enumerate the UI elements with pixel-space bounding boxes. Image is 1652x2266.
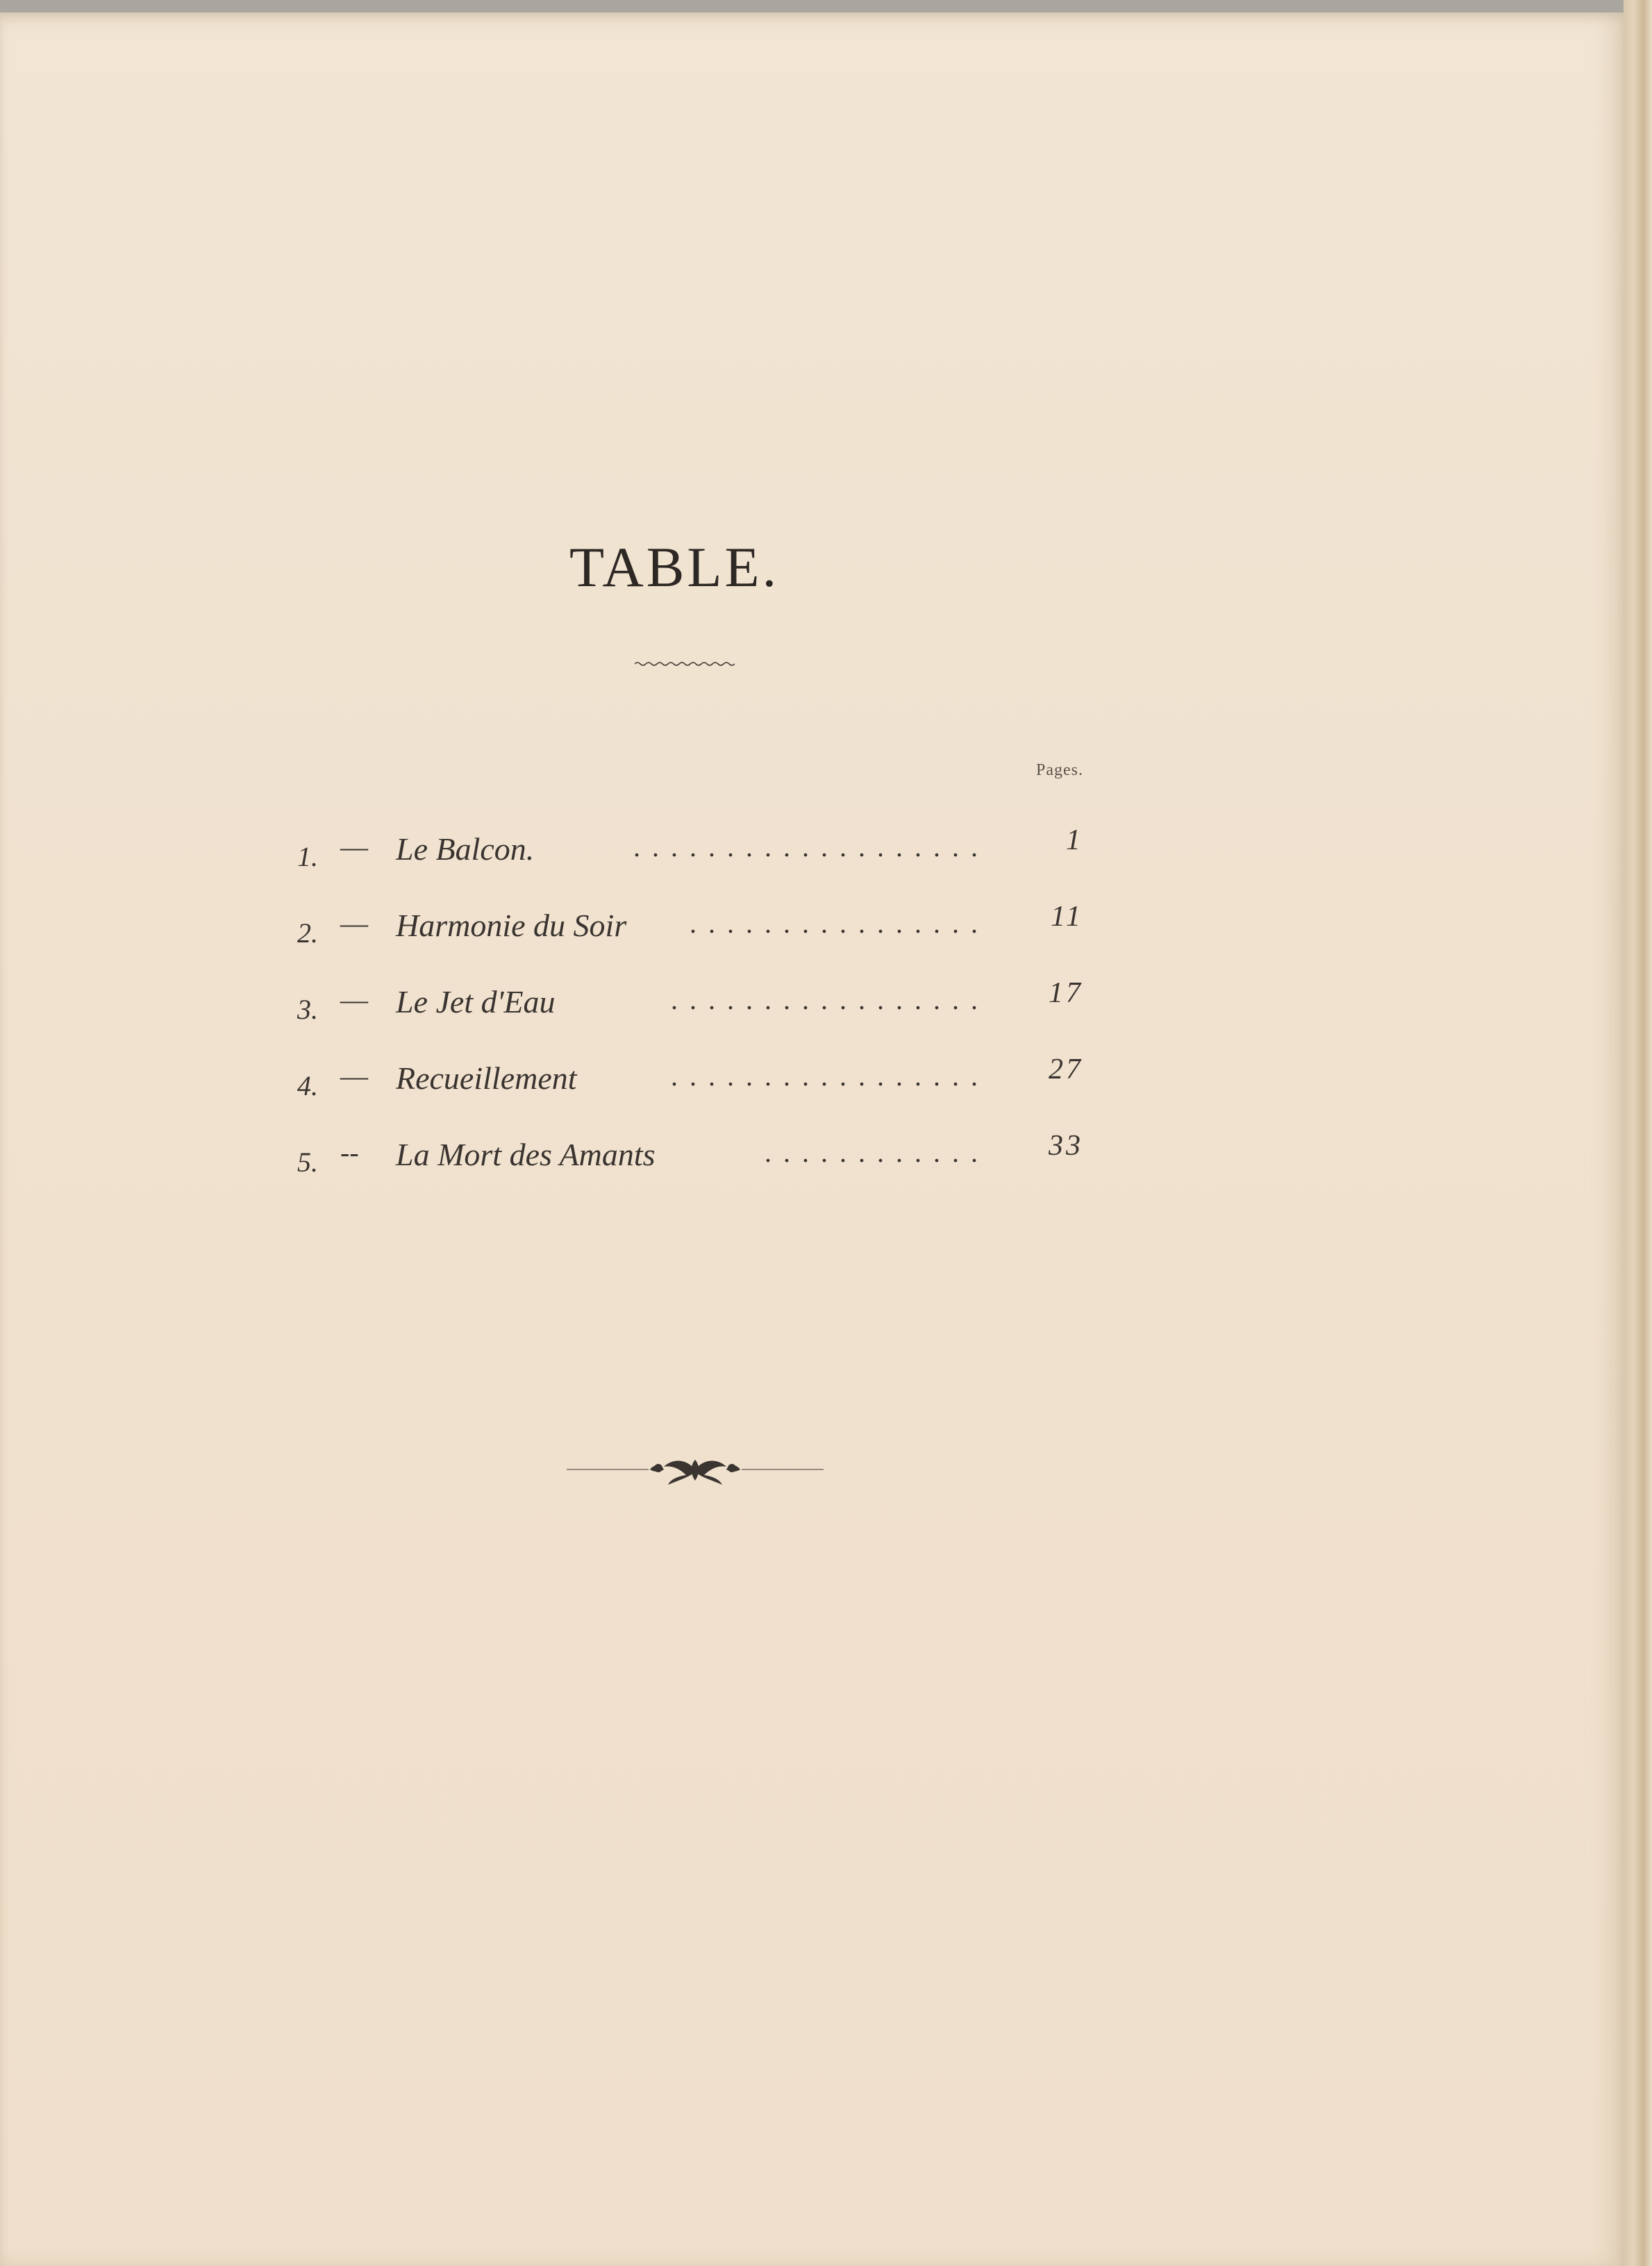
entry-dash: —	[340, 908, 368, 939]
pages-column-header: Pages.	[1036, 761, 1083, 779]
entry-number: 3.	[297, 994, 318, 1025]
toc-entry	[0, 824, 1083, 879]
entry-title: Recueillement	[396, 1060, 577, 1096]
page-edge	[1624, 0, 1652, 2266]
entry-title: La Mort des Amants	[396, 1137, 656, 1172]
entry-number: 5.	[297, 1147, 318, 1178]
entry-dash: —	[340, 984, 368, 1015]
title-rule	[635, 661, 735, 667]
entry-page-number: 27	[1049, 1053, 1083, 1085]
toc-entry	[0, 1053, 1083, 1108]
entry-leader-dots: .................	[671, 984, 990, 1015]
entry-dash: —	[340, 1060, 368, 1092]
page-title: TABLE.	[569, 535, 780, 599]
entry-title: Le Balcon.	[396, 831, 535, 867]
entry-dash: --	[340, 1137, 359, 1168]
entry-number: 1.	[297, 841, 318, 872]
toc-entry	[0, 901, 1083, 956]
entry-number: 2.	[297, 917, 318, 949]
entry-dash: —	[340, 831, 368, 863]
entry-page-number: 17	[1049, 977, 1083, 1009]
floral-ornament-icon	[567, 1444, 824, 1493]
toc-entry	[0, 977, 1083, 1032]
entry-leader-dots: ...................	[633, 831, 990, 863]
entry-leader-dots: .................	[671, 1060, 990, 1092]
entry-page-number: 33	[1049, 1130, 1083, 1162]
entry-page-number: 1	[1066, 824, 1083, 856]
entry-leader-dots: ................	[690, 908, 990, 939]
entry-page-number: 11	[1051, 901, 1083, 933]
entry-title: Le Jet d'Eau	[396, 984, 556, 1019]
entry-number: 4.	[297, 1070, 318, 1101]
toc-entry	[0, 1130, 1083, 1185]
entry-leader-dots: ............	[765, 1137, 990, 1168]
entry-title: Harmonie du Soir	[396, 908, 627, 943]
